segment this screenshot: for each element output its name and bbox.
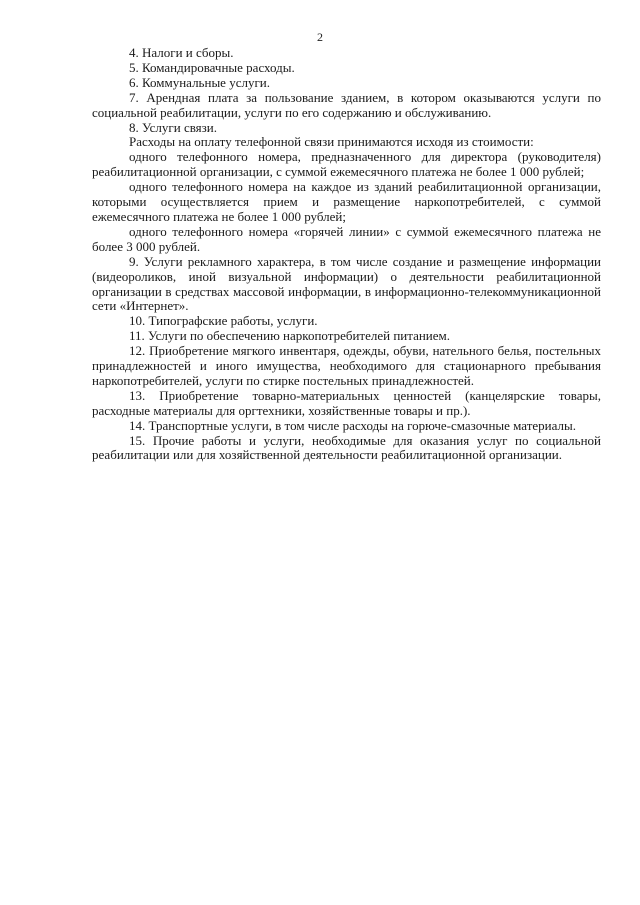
item-materials: 13. Приобретение товарно-материальных ценностей (канцелярские товары, расходные материалы для оргтехники, хозяйственные товары и пр.). (92, 387, 601, 418)
phone-costs-hotline: одного телефонного номера «горячей линии» с суммой ежемесячного платежа не более 3 000 рублей. (92, 223, 601, 254)
item-taxes: 4. Налоги и сборы. (129, 45, 234, 60)
item-communication: 8. Услуги связи. (129, 119, 217, 135)
item-advertising: 9. Услуги рекламного характера, в том числе создание и размещение информации (видеороликов, иной визуальной информации) о деятельности реабилитационной организации в средствах массовой информации, в информационно-телекоммуникационной сети «Интернет». (92, 253, 601, 314)
item-printing: 10. Типографские работы, услуги. (129, 313, 318, 329)
item-transport: 14. Транспортные услуги, в том числе расходы на горюче-смазочные материалы. (129, 417, 576, 433)
document-body (92, 46, 601, 463)
page-number: 2 (317, 30, 323, 44)
item-other-services: 15. Прочие работы и услуги, необходимые для оказания услуг по социальной реабилитации или для хозяйственной деятельности реабилитационной организации. (92, 432, 601, 463)
item-rent: 7. Арендная плата за пользование зданием, в котором оказываются услуги по социальной реабилитации, услуги по его содержанию и обслуживанию. (92, 89, 601, 120)
item-soft-inventory: 12. Приобретение мягкого инвентаря, одежды, обуви, нательного белья, постельных принадлежностей и иного имущества, необходимого для стационарного пребывания наркопотребителей, услуги по стирке постельных принадлежностей. (92, 343, 601, 388)
phone-costs-buildings: одного телефонного номера на каждое из зданий реабилитационной организации, которыми осуществляется прием и размещение наркопотребителей, с суммой ежемесячного платежа не более 1 000 рублей; (92, 179, 601, 224)
phone-costs-intro: Расходы на оплату телефонной связи принимаются исходя из стоимости: (129, 134, 534, 150)
item-food: 11. Услуги по обеспечению наркопотребителей питанием. (129, 328, 451, 344)
phone-costs-director: одного телефонного номера, предназначенного для директора (руководителя) реабилитационной организации, с суммой ежемесячного платежа не более 1 000 рублей; (92, 149, 601, 180)
item-travel-expenses: 5. Командировачные расходы. (129, 59, 295, 75)
item-utilities: 6. Коммунальные услуги. (129, 74, 270, 90)
